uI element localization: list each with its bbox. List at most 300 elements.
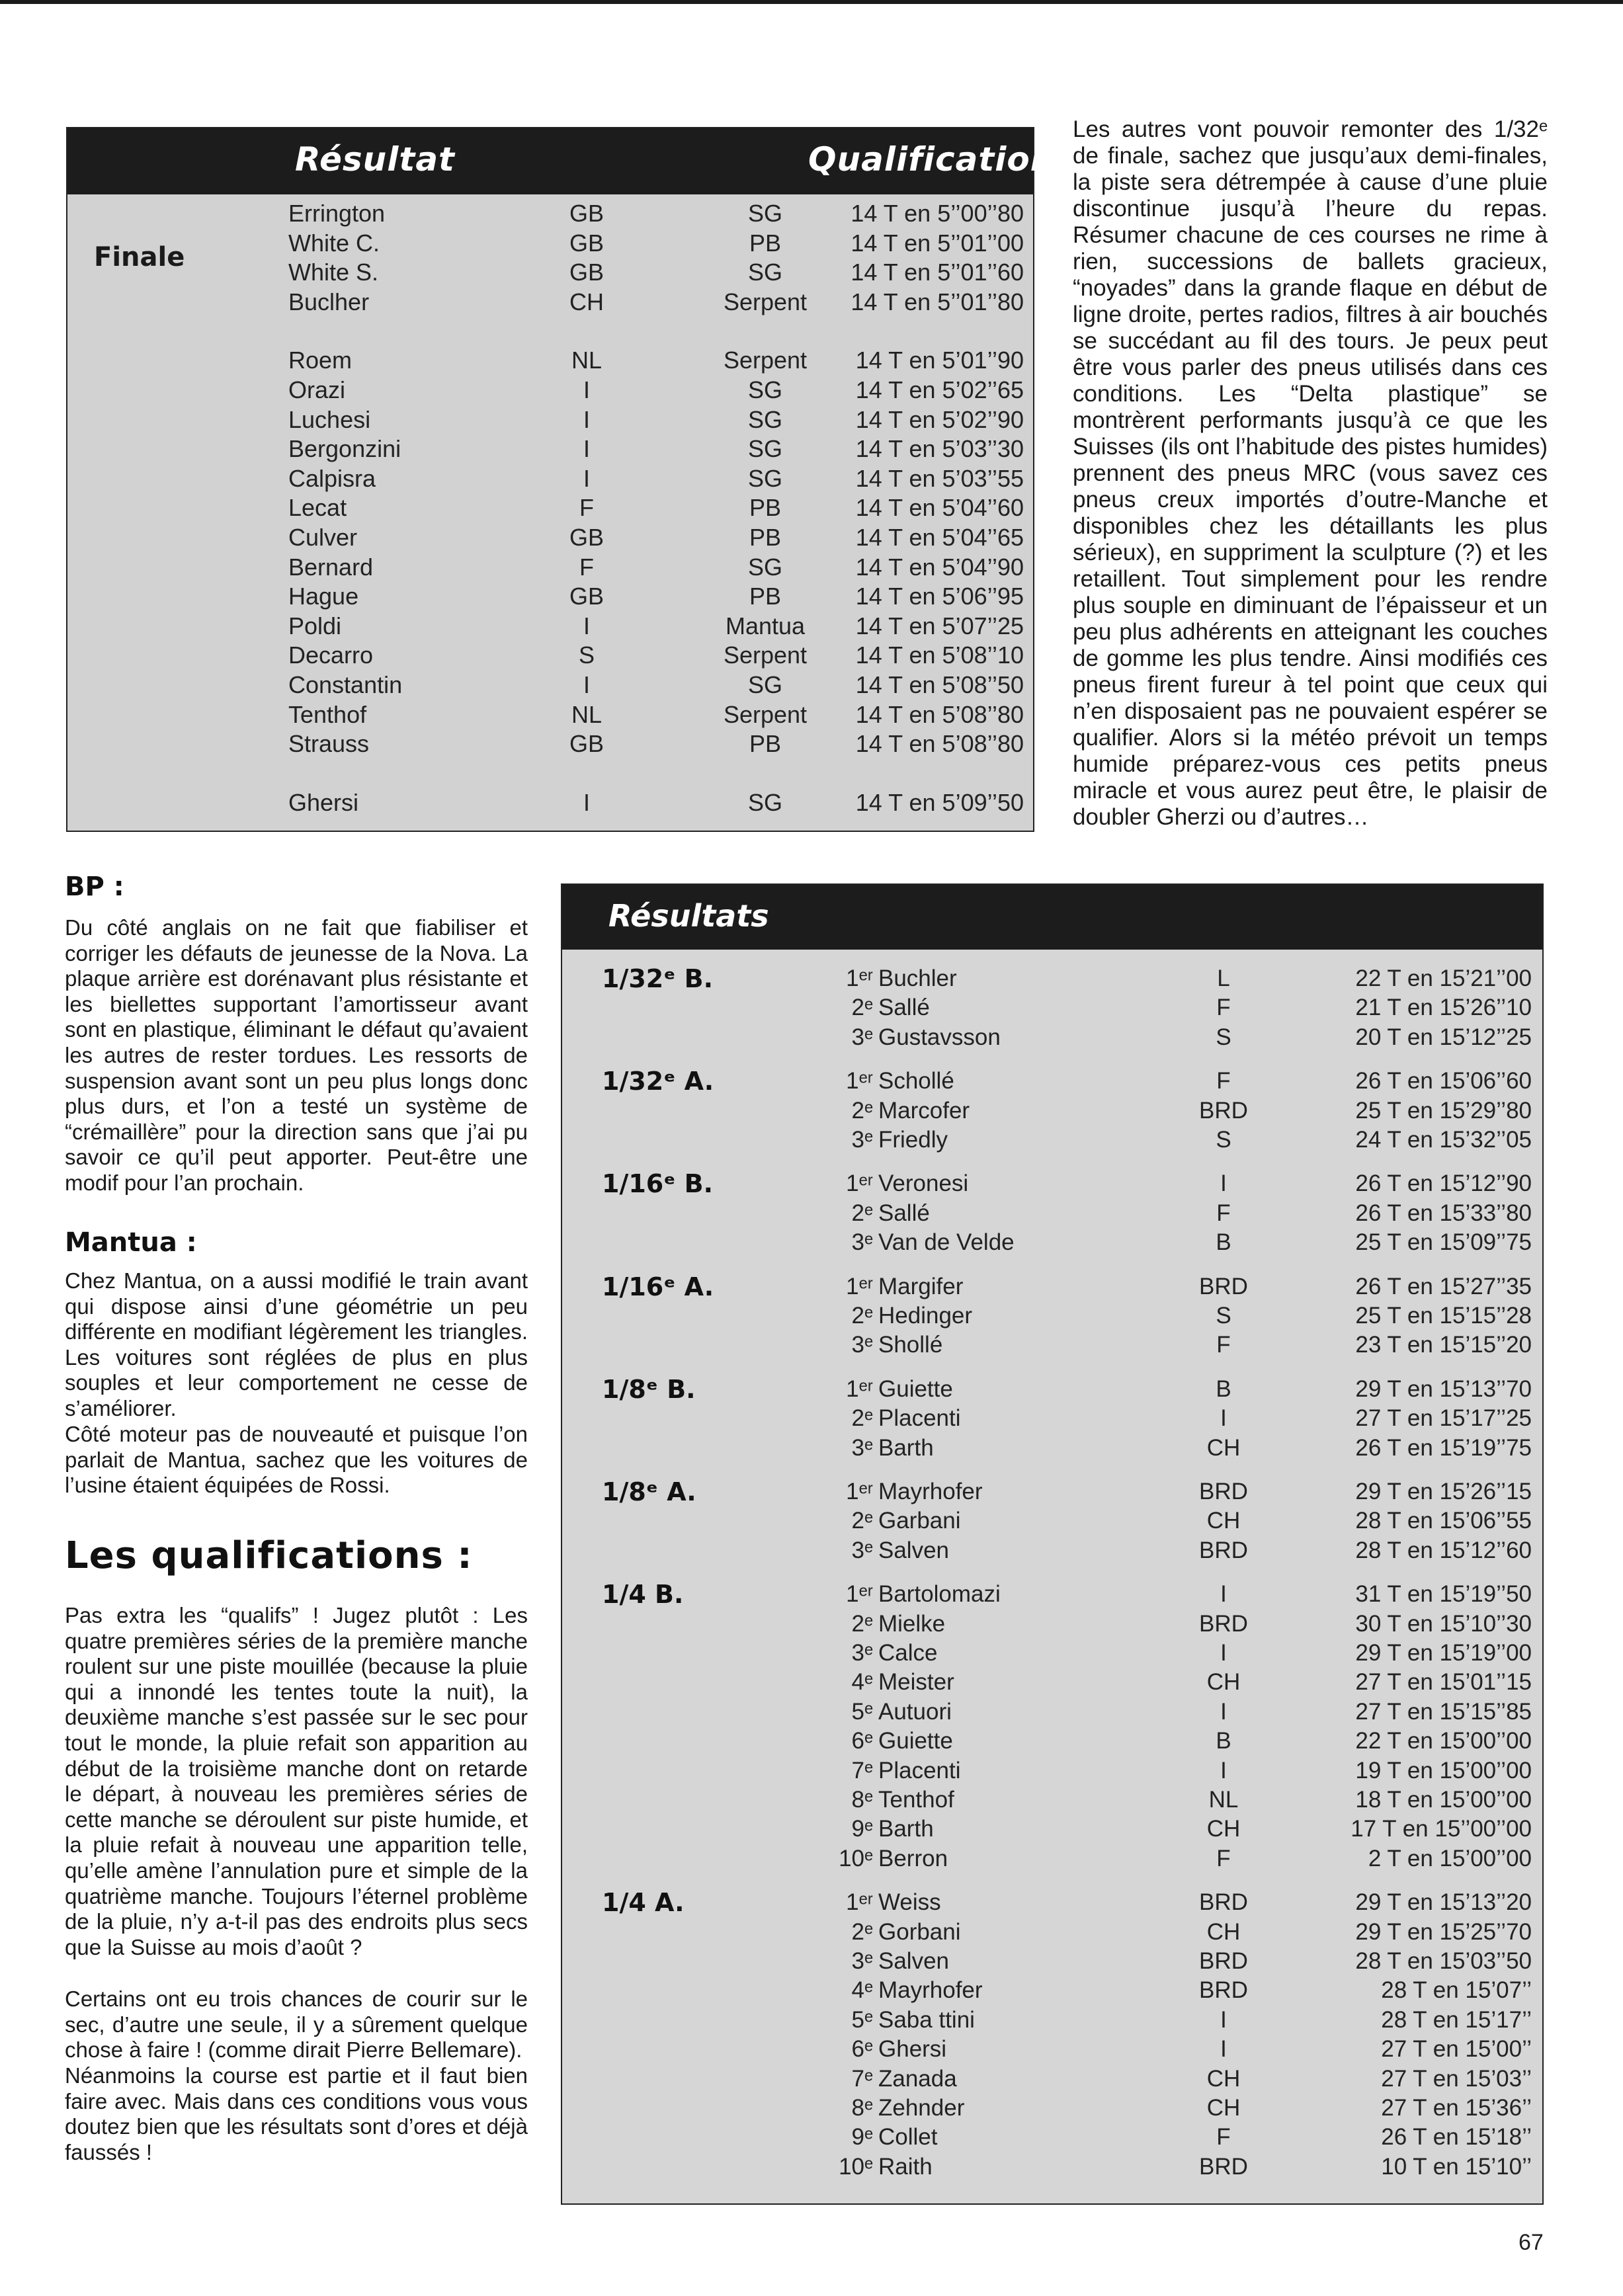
chassis: PB (749, 524, 782, 551)
race-result: 28 T en 15’06’’55 (1355, 1508, 1532, 1534)
results-row (562, 1332, 1542, 1361)
qualification-row (67, 583, 1033, 612)
rank: 2ᵉ (851, 1303, 873, 1329)
nationality: CH (1206, 1918, 1241, 1945)
nationality: I (1220, 1581, 1227, 1608)
driver-name: White C. (288, 229, 380, 257)
nationality: I (583, 464, 590, 492)
qualifications-table-header (67, 128, 1075, 194)
driver-name: Garbani (878, 1508, 961, 1534)
driver-name: Guiette (878, 1728, 953, 1754)
nationality: CH (569, 288, 604, 315)
driver-name: Decarro (288, 641, 374, 669)
race-result: 25 T en 15’09’’75 (1355, 1229, 1532, 1256)
driver-name: Placenti (878, 1405, 961, 1432)
driver-name: Luchesi (288, 405, 371, 433)
race-result: 29 T en 15’19’’00 (1355, 1640, 1532, 1666)
results-row (562, 1581, 1542, 1610)
qualification-time: 14 T en 5’’01’’00 (851, 229, 1024, 257)
nationality: GB (569, 200, 604, 227)
results-row (562, 1611, 1542, 1640)
nationality: I (1220, 2006, 1227, 2033)
results-row (562, 1200, 1542, 1229)
chassis: Serpent (723, 641, 808, 669)
nationality: BRD (1199, 1889, 1248, 1916)
top-rule (0, 0, 1623, 4)
chassis: Serpent (723, 347, 808, 374)
driver-name: Calce (878, 1640, 938, 1666)
rank: 7ᵉ (851, 1757, 873, 1784)
nationality: GB (569, 259, 604, 286)
finale-label: Finale (94, 242, 185, 272)
nationality: B (1216, 1375, 1231, 1402)
driver-name: Salven (878, 1948, 950, 1974)
qualification-row (67, 554, 1033, 583)
race-result: 29 T en 15’26’’15 (1355, 1479, 1532, 1504)
nationality: I (1220, 1170, 1227, 1197)
rank: 9ᵉ (851, 1816, 873, 1842)
results-row (562, 1977, 1542, 2006)
race-result: 26 T en 15’27’’35 (1355, 1273, 1532, 1299)
race-result: 17 T en 15’’00’’00 (1351, 1816, 1532, 1842)
section-heading-mantua: Mantua : (65, 1227, 197, 1258)
chassis: PB (749, 229, 782, 257)
qualification-row (67, 376, 1033, 405)
rank: 1ᵉʳ (846, 1889, 873, 1916)
qualification-row (67, 288, 1033, 317)
results-row (562, 1816, 1542, 1845)
section-body-mantua-2: Côté moteur pas de nouveauté et puisque l’on parlait de Mantua, sachez que les voitures de l’usine étaient équipées de Rossi. (65, 1422, 528, 1498)
qualification-row (67, 200, 1033, 229)
rank: 3ᵉ (851, 1024, 873, 1050)
qualification-time: 14 T en 5’02’’65 (855, 376, 1024, 403)
driver-name: Friedly (878, 1127, 948, 1153)
results-row (562, 1170, 1542, 1200)
results-row (562, 1024, 1542, 1053)
results-table (561, 883, 1544, 2205)
driver-name: Gustavsson (878, 1024, 1001, 1050)
results-group-label: 1/32ᵉ A. (602, 1067, 714, 1096)
nationality: BRD (1199, 1097, 1248, 1124)
race-result: 26 T en 15’18’’ (1381, 2124, 1532, 2151)
race-result: 27 T en 15’03’’ (1381, 2065, 1532, 2092)
rank: 6ᵉ (851, 1728, 873, 1754)
nationality: F (1216, 1068, 1231, 1094)
rank: 4ᵉ (851, 1669, 873, 1696)
driver-name: Calpisra (288, 464, 376, 492)
qualification-time: 14 T en 5’09’’50 (855, 788, 1024, 816)
results-row (562, 2036, 1542, 2065)
section-heading-bp: BP : (65, 872, 124, 902)
qualification-row (67, 406, 1033, 435)
section-body-qualifs-3: Néanmoins la course est partie et il faut bien faire avec. Mais dans ces conditions vous vous doutez bien que les résultats sont d’ores et déjà faussés ! (65, 2063, 528, 2164)
nationality: I (583, 671, 590, 698)
qualification-row (67, 789, 1033, 818)
section-body-mantua-1: Chez Mantua, on a aussi modifié le train avant qui dispose ainsi d’une géométrie un peu différente en modifiant légèrement les triangles. Les voitures sont réglées de plus en plus souples et leur comportement ne cesse de s’améliorer. (65, 1268, 528, 1420)
nationality: I (583, 435, 590, 463)
nationality: I (1220, 1757, 1227, 1784)
race-result: 27 T en 15’17’’25 (1355, 1405, 1532, 1432)
nationality: NL (571, 700, 603, 728)
results-row (562, 1274, 1542, 1303)
nationality: CH (1206, 2095, 1241, 2121)
nationality: I (583, 788, 590, 816)
chassis: PB (749, 494, 782, 522)
rank: 4ᵉ (851, 1977, 873, 2004)
qualification-time: 14 T en 5’03’’55 (855, 464, 1024, 492)
rank: 2ᵉ (851, 1918, 873, 1945)
nationality: F (1216, 995, 1231, 1021)
driver-name: Bartolomazi (878, 1581, 1001, 1608)
driver-name: Marcofer (878, 1097, 970, 1124)
nationality: I (1220, 1405, 1227, 1432)
race-result: 30 T en 15’10’’30 (1355, 1610, 1532, 1637)
rank: 1ᵉʳ (846, 1273, 873, 1299)
nationality: S (1216, 1303, 1231, 1329)
race-result: 28 T en 15’03’’50 (1355, 1948, 1532, 1974)
nationality: I (1220, 1698, 1227, 1725)
race-result: 29 T en 15’13’’70 (1355, 1375, 1532, 1402)
race-result: 26 T en 15’33’’80 (1355, 1200, 1532, 1226)
race-result: 28 T en 15’17’’ (1381, 2006, 1532, 2033)
qualification-time: 14 T en 5’’01’’60 (851, 259, 1024, 286)
rank: 1ᵉʳ (846, 1068, 873, 1094)
results-row (562, 1758, 1542, 1787)
rank: 1ᵉʳ (846, 1375, 873, 1402)
section-body-qualifs-1: Pas extra les “qualifs” ! Jugez plutôt : Les quatre premières séries de la première manche roulent sur une piste mouillée (because la pluie qui a innondé les tentes toute la nuit), la deuxième manche s’est passée sur le sec pour tout le monde, la pluie refait son apparition au début de la troisième manche dont on retarde le départ, à nouveau les premières séries de cette manche se déroulent sur piste humide, et la pluie refait à nouveau une apparition telle, qu’elle amène l’annulation pure et simple de la quatrième manche. Toujours l’éternel problème de la pluie, n’y a-t-il pas des endroits plus secs que la Suisse au mois d’août ? (65, 1603, 528, 1959)
header-title-resultat: Résultat (295, 140, 455, 179)
driver-name: Gorbani (878, 1918, 961, 1945)
nationality: F (1216, 2124, 1231, 2151)
driver-name: Tenthof (288, 700, 367, 728)
nationality: NL (1208, 1787, 1239, 1813)
rank: 8ᵉ (851, 2095, 873, 2121)
driver-name: Margifer (878, 1273, 964, 1299)
results-row (562, 1405, 1542, 1434)
driver-name: Guiette (878, 1375, 953, 1402)
driver-name: Lecat (288, 494, 347, 522)
qualification-time: 14 T en 5’08’’80 (855, 730, 1024, 758)
rank: 2ᵉ (851, 1200, 873, 1226)
results-row (562, 1098, 1542, 1127)
results-row (562, 1538, 1542, 1567)
nationality: CH (1206, 2065, 1241, 2092)
race-result: 18 T en 15’00’’00 (1355, 1787, 1532, 1813)
rank: 1ᵉʳ (846, 965, 873, 991)
results-table-header (562, 885, 1542, 950)
nationality: F (1216, 1200, 1231, 1226)
driver-name: Salven (878, 1537, 950, 1563)
driver-name: Ghersi (288, 788, 359, 816)
qualification-row (67, 229, 1033, 259)
rank: 9ᵉ (851, 2124, 873, 2151)
driver-name: Poldi (288, 612, 342, 639)
rank: 3ᵉ (851, 1229, 873, 1256)
nationality: GB (569, 229, 604, 257)
qualification-time: 14 T en 5’08’’80 (855, 700, 1024, 728)
chassis: Serpent (723, 700, 808, 728)
rank: 7ᵉ (851, 2065, 873, 2092)
race-result: 25 T en 15’29’’80 (1355, 1097, 1532, 1124)
driver-name: Tenthof (878, 1787, 954, 1813)
nationality: B (1216, 1229, 1231, 1256)
results-row (562, 2007, 1542, 2036)
results-row (562, 1728, 1542, 1757)
nationality: BRD (1199, 1948, 1248, 1974)
nationality: BRD (1199, 1537, 1248, 1563)
section-heading-qualifications: Les qualifications : (65, 1534, 473, 1577)
driver-name: Weiss (878, 1889, 941, 1916)
race-result: 20 T en 15’12’’25 (1355, 1024, 1532, 1050)
results-group-label: 1/8ᵉ B. (602, 1374, 696, 1404)
nationality: I (583, 405, 590, 433)
chassis: SG (747, 671, 782, 698)
results-row (562, 1127, 1542, 1156)
qualification-row (67, 259, 1033, 288)
results-row (562, 1846, 1542, 1875)
results-row (562, 1303, 1542, 1332)
nationality: F (1216, 1845, 1231, 1871)
rank: 10ᵉ (839, 1845, 873, 1871)
rank: 8ᵉ (851, 1787, 873, 1813)
driver-name: Meister (878, 1669, 954, 1696)
driver-name: Hedinger (878, 1303, 973, 1329)
qualification-time: 14 T en 5’01’’90 (855, 347, 1024, 374)
rank: 1ᵉʳ (846, 1170, 873, 1197)
race-result: 27 T en 15’36’’ (1381, 2095, 1532, 2121)
race-result: 31 T en 15’19’’50 (1355, 1581, 1532, 1608)
nationality: CH (1206, 1434, 1241, 1461)
driver-name: Placenti (878, 1757, 961, 1784)
results-group-label: 1/16ᵉ B. (602, 1169, 714, 1199)
results-group-label: 1/4 B. (602, 1580, 684, 1610)
race-result: 10 T en 15’10’’ (1381, 2153, 1532, 2180)
driver-name: Roem (288, 347, 353, 374)
driver-name: Mayrhofer (878, 1479, 983, 1504)
results-row (562, 1068, 1542, 1097)
qualification-row (67, 671, 1033, 700)
chassis: SG (747, 553, 782, 581)
rank: 3ᵉ (851, 1434, 873, 1461)
page-number: 67 (1519, 2230, 1544, 2255)
race-result: 23 T en 15’15’’20 (1355, 1332, 1532, 1358)
results-group-label: 1/16ᵉ A. (602, 1272, 714, 1301)
results-row (562, 1787, 1542, 1816)
qualification-time: 14 T en 5’04’’90 (855, 553, 1024, 581)
qualification-row (67, 347, 1033, 376)
driver-name: Mielke (878, 1610, 946, 1637)
rank: 5ᵉ (851, 1698, 873, 1725)
chassis: PB (749, 730, 782, 758)
results-row (562, 1508, 1542, 1537)
race-result: 26 T en 15’12’’90 (1355, 1170, 1532, 1197)
section-body-qualifs-2: Certains ont eu trois chances de courir sur le sec, d’autre une seule, il y a sûrement quelque chose à faire ! (comme dirait Pierre Bellemare). (65, 1987, 528, 2063)
chassis: PB (749, 583, 782, 610)
qualification-row (67, 524, 1033, 553)
intro-paragraph: Les autres vont pouvoir remonter des 1/32ᵉ de finale, sachez que jusqu’aux demi-finales, la piste sera détrempée à cause d’une pluie discontinue jusqu’à l’heure du repas. Résumer chacune de ces courses ne rime à rien, successions de ballets gracieux, “noyades” dans la grande flaque en début de ligne droite, pertes radios, filtres à air bouchés se succédant au fil des tours. Je peux peut être vous parler des pneus utilisés dans ces conditions. Les “Delta plastique” se montrèrent performants jusqu’à ce que les Suisses (ils ont l’habitude des pistes humides) prennent des pneus MRC (vous savez ces pneus creux importés d’outre-Manche et disponibles chez les détaillants les plus sérieux), en suppriment la sculpture (?) et les retaillent. Tout simplement pour les rendre plus souple en diminuant de l’épaisseur et un peu plus adhérents en atteignant les couches de gomme les plus tendre. Ainsi modifiés ces pneus firent fureur à tel point que ceux qui n’en disposaient pas ne pouvaient espérer se qualifier. Alors si la météo prévoit un temps humide préparez-vous ces petits pneus miracle et vous aurez peut être, le plaisir de doubler Gherzi ou d’autres… (1073, 116, 1548, 830)
nationality: NL (571, 347, 603, 374)
driver-name: Shollé (878, 1332, 943, 1358)
qualification-time: 14 T en 5’’01’’80 (851, 288, 1024, 315)
driver-name: Barth (878, 1434, 934, 1461)
qualification-row (67, 435, 1033, 464)
driver-name: Mayrhofer (878, 1977, 983, 2004)
race-result: 21 T en 15’26’’10 (1355, 995, 1532, 1021)
driver-name: Saba ttini (878, 2006, 975, 2033)
rank: 1ᵉʳ (846, 1479, 873, 1504)
driver-name: Orazi (288, 376, 346, 403)
qualification-row (67, 701, 1033, 730)
driver-name: Buchler (878, 965, 957, 991)
nationality: CH (1206, 1669, 1241, 1696)
results-row (562, 1699, 1542, 1728)
driver-name: Culver (288, 524, 358, 551)
driver-name: Autuori (878, 1698, 952, 1725)
nationality: S (1216, 1024, 1231, 1050)
driver-name: Zehnder (878, 2095, 965, 2121)
chassis: SG (747, 464, 782, 492)
driver-name: Sallé (878, 995, 930, 1021)
results-row (562, 1919, 1542, 1948)
race-result: 29 T en 15’13’’20 (1355, 1889, 1532, 1916)
qualification-row (67, 730, 1033, 759)
results-group-label: 1/8ᵉ A. (602, 1477, 696, 1506)
rank: 3ᵉ (851, 1537, 873, 1563)
nationality: GB (569, 524, 604, 551)
results-row (562, 1640, 1542, 1669)
results-row (562, 995, 1542, 1024)
nationality: BRD (1199, 1977, 1248, 2004)
race-result: 22 T en 15’00’’00 (1355, 1728, 1532, 1754)
race-result: 19 T en 15’00’’00 (1355, 1757, 1532, 1784)
nationality: I (1220, 1640, 1227, 1666)
qualification-time: 14 T en 5’’00’’80 (851, 200, 1024, 227)
qualification-time: 14 T en 5’02’’90 (855, 405, 1024, 433)
driver-name: Veronesi (878, 1170, 969, 1197)
rank: 3ᵉ (851, 1332, 873, 1358)
qualification-row (67, 612, 1033, 641)
driver-name: Buclher (288, 288, 370, 315)
race-result: 26 T en 15’19’’75 (1355, 1434, 1532, 1461)
driver-name: Raith (878, 2153, 933, 2180)
race-result: 2 T en 15’00’’00 (1368, 1845, 1532, 1871)
nationality: GB (569, 583, 604, 610)
nationality: CH (1206, 1508, 1241, 1534)
nationality: CH (1206, 1816, 1241, 1842)
driver-name: White S. (288, 259, 379, 286)
driver-name: Zanada (878, 2065, 957, 2092)
qualification-time: 14 T en 5’07’’25 (855, 612, 1024, 639)
results-group-label: 1/32ᵉ B. (602, 964, 714, 993)
results-row (562, 1889, 1542, 1918)
results-row (562, 1376, 1542, 1405)
chassis: SG (747, 259, 782, 286)
rank: 3ᵉ (851, 1948, 873, 1974)
rank: 3ᵉ (851, 1127, 873, 1153)
nationality: S (1216, 1127, 1231, 1153)
qualification-row (67, 641, 1033, 671)
nationality: F (1216, 1332, 1231, 1358)
nationality: BRD (1199, 2153, 1248, 2180)
nationality: I (583, 376, 590, 403)
race-result: 28 T en 15’12’’60 (1355, 1537, 1532, 1563)
driver-name: Schollé (878, 1068, 954, 1094)
results-title: Résultats (608, 898, 769, 934)
nationality: BRD (1199, 1273, 1248, 1299)
nationality: GB (569, 730, 604, 758)
qualification-time: 14 T en 5’06’’95 (855, 583, 1024, 610)
nationality: L (1217, 965, 1230, 991)
chassis: SG (747, 405, 782, 433)
driver-name: Bernard (288, 553, 374, 581)
qualification-row (67, 494, 1033, 523)
qualification-time: 14 T en 5’04’’60 (855, 494, 1024, 522)
rank: 3ᵉ (851, 1640, 873, 1666)
driver-name: Errington (288, 200, 386, 227)
nationality: F (579, 553, 594, 581)
chassis: SG (747, 788, 782, 816)
qualification-time: 14 T en 5’04’’65 (855, 524, 1024, 551)
race-result: 27 T en 15’00’’ (1381, 2036, 1532, 2063)
rank: 5ᵉ (851, 2006, 873, 2033)
nationality: B (1216, 1728, 1231, 1754)
race-result: 25 T en 15’15’’28 (1355, 1303, 1532, 1329)
race-result: 24 T en 15’32’’05 (1355, 1127, 1532, 1153)
chassis: SG (747, 376, 782, 403)
qualification-time: 14 T en 5’03’’30 (855, 435, 1024, 463)
results-row (562, 2066, 1542, 2095)
driver-name: Van de Velde (878, 1229, 1015, 1256)
results-row (562, 2124, 1542, 2153)
driver-name: Collet (878, 2124, 938, 2151)
nationality: BRD (1199, 1479, 1248, 1504)
nationality: BRD (1199, 1610, 1248, 1637)
rank: 2ᵉ (851, 1508, 873, 1534)
driver-name: Barth (878, 1816, 934, 1842)
rank: 10ᵉ (839, 2153, 873, 2180)
driver-name: Bergonzini (288, 435, 401, 463)
qualification-time: 14 T en 5’08’’10 (855, 641, 1024, 669)
header-title-qualifications: Qualifications (808, 140, 1075, 179)
qualifications-table (66, 127, 1075, 832)
results-row (562, 1435, 1542, 1464)
results-row (562, 1669, 1542, 1698)
chassis: SG (747, 435, 782, 463)
driver-name: Constantin (288, 671, 403, 698)
rank: 2ᵉ (851, 1405, 873, 1432)
race-result: 28 T en 15’07’’ (1381, 1977, 1532, 2004)
nationality: I (1220, 2036, 1227, 2063)
rank: 1ᵉʳ (846, 1581, 873, 1608)
results-row (562, 1229, 1542, 1258)
rank: 2ᵉ (851, 995, 873, 1021)
rank: 2ᵉ (851, 1097, 873, 1124)
race-result: 29 T en 15’25’’70 (1355, 1918, 1532, 1945)
qualification-row (67, 465, 1033, 494)
chassis: Serpent (723, 288, 808, 315)
results-row (562, 965, 1542, 995)
results-row (562, 2095, 1542, 2124)
section-body-bp: Du côté anglais on ne fait que fiabiliser et corriger les défauts de jeunesse de la Nova. La plaque arrière est dorénavant plus résistante et les biellettes supportant l’amortisseur avant sont en plastique, éliminant le défaut qu’avaient les autres de rester tordues. Les ressorts de suspension avant sont un peu plus longs donc plus durs, et l’on a testé un système de “crémaillère” pour la direction sans que j’ai pu savoir ce qu’il peut apporter. Peut-être une modif pour l’an prochain. (65, 915, 528, 1195)
race-result: 27 T en 15’01’’15 (1355, 1669, 1532, 1696)
rank: 2ᵉ (851, 1610, 873, 1637)
chassis: Mantua (725, 612, 806, 639)
driver-name: Sallé (878, 1200, 930, 1226)
driver-name: Strauss (288, 730, 370, 758)
race-result: 27 T en 15’15’’85 (1355, 1698, 1532, 1725)
driver-name: Hague (288, 583, 359, 610)
driver-name: Berron (878, 1845, 948, 1871)
